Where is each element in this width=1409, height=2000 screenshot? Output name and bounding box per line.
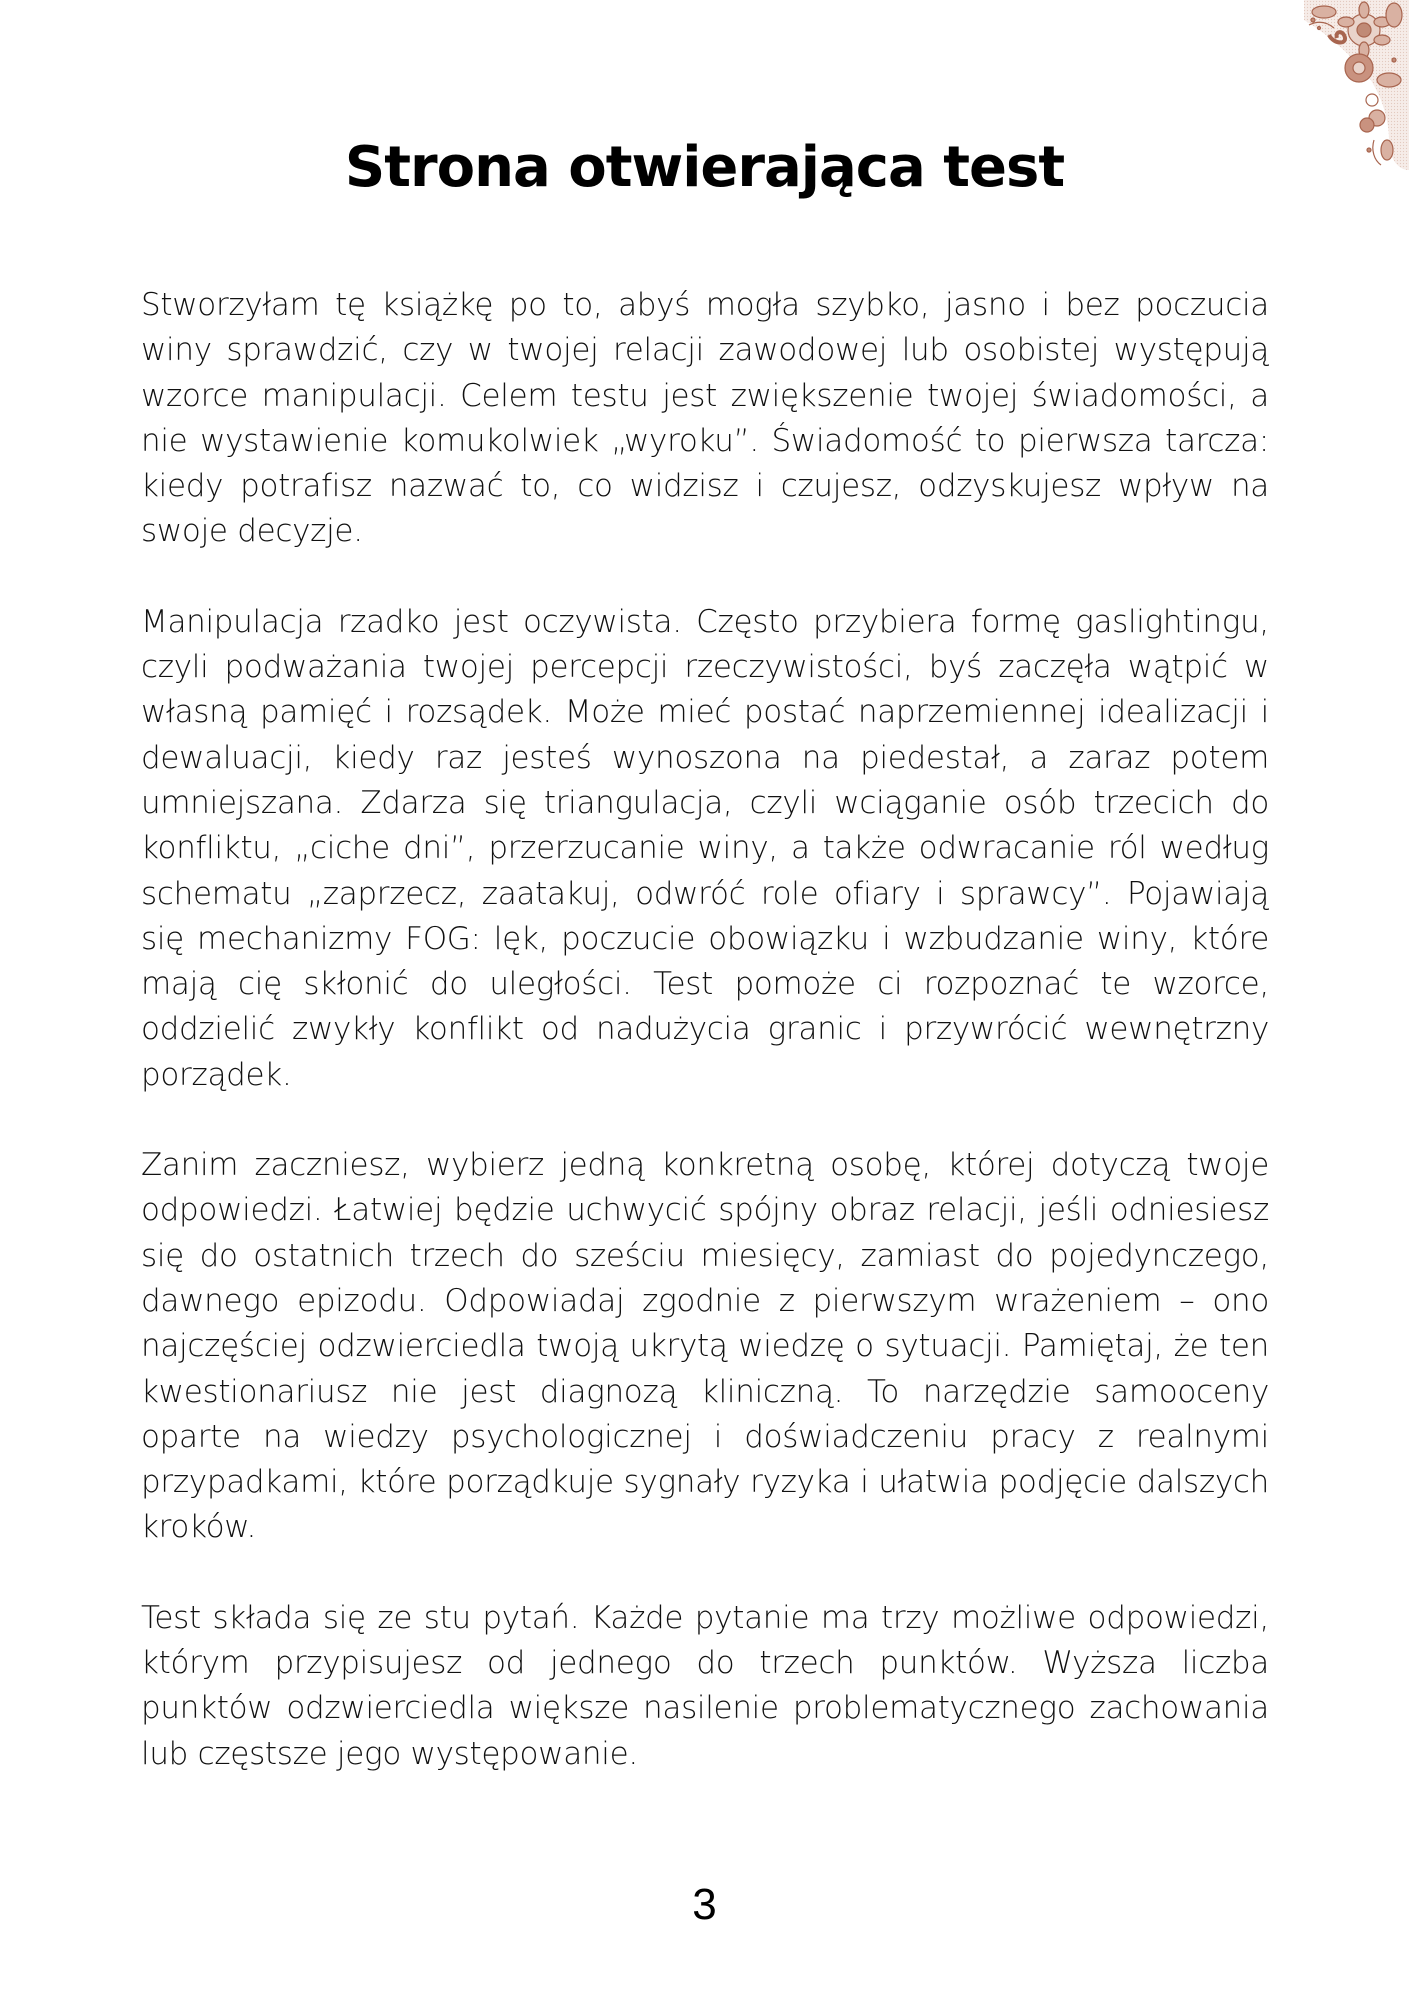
paragraph-manipulation: Manipulacja rzadko jest oczywista. Często przybiera formę gaslightingu, czyli podważania twojej percepcji rzeczywistości, byś zaczęła wątpić w własną pamięć i rozsądek. Może mieć postać naprzemiennej idealizacji i dewaluacji, kiedy raz jesteś wynoszona na piedestał, a zaraz potem umniejszana. Zdarza się triangulacja, czyli wciąganie osób trzecich do konfliktu, „ciche dni”, przerzucanie winy, a także odwracanie ról według schematu „zaprzecz, zaatakuj, odwróć role ofiary i sprawcy”. Pojawiają się mechanizmy FOG: lęk, poczucie obowiązku i wzbudzanie winy, które mają cię skłonić do uległości. Test pomoże ci rozpoznać te wzorce, oddzielić zwykły konflikt od nadużycia granic i przywrócić wewnętrzny porządek.	[141, 603, 1269, 1093]
page-number: 3	[692, 1880, 717, 1929]
body-text	[141, 283, 1269, 1777]
paragraph-scoring: Test składa się ze stu pytań. Każde pytanie ma trzy możliwe odpowiedzi, którym przypisujesz od jednego do trzech punktów. Wyższa liczba punktów odzwierciedla większe nasilenie problematycznego zachowania lub częstsze jego występowanie.	[141, 1599, 1269, 1772]
paragraph-instructions: Zanim zaczniesz, wybierz jedną konkretną osobę, której dotyczą twoje odpowiedzi. Łatwiej będzie uchwycić spójny obraz relacji, jeśli odniesiesz się do ostatnich trzech do sześciu miesięcy, zamiast do pojedynczego, dawnego epizodu. Odpowiadaj zgodnie z pierwszym wrażeniem – ono najczęściej odzwierciedla twoją ukrytą wiedzę o sytuacji. Pamiętaj, że ten kwestionariusz nie jest diagnozą kliniczną. To narzędzie samooceny oparte na wiedzy psychologicznej i doświadczeniu pracy z realnymi przypadkami, które porządkuje sygnały ryzyka i ułatwia podjęcie dalszych kroków.	[141, 1147, 1269, 1546]
page-title: Strona otwierająca test	[344, 135, 1065, 200]
paragraph-intro: Stworzyłam tę książkę po to, abyś mogła szybko, jasno i bez poczucia winy sprawdzić, czy w twojej relacji zawodowej lub osobistej występują wzorce manipulacji. Celem testu jest zwiększenie twojej świadomości, a nie wystawienie komukolwiek „wyroku”. Świadomość to pierwsza tarcza: kiedy potrafisz nazwać to, co widzisz i czujesz, odzyskujesz wpływ na swoje decyzje.	[141, 287, 1269, 550]
